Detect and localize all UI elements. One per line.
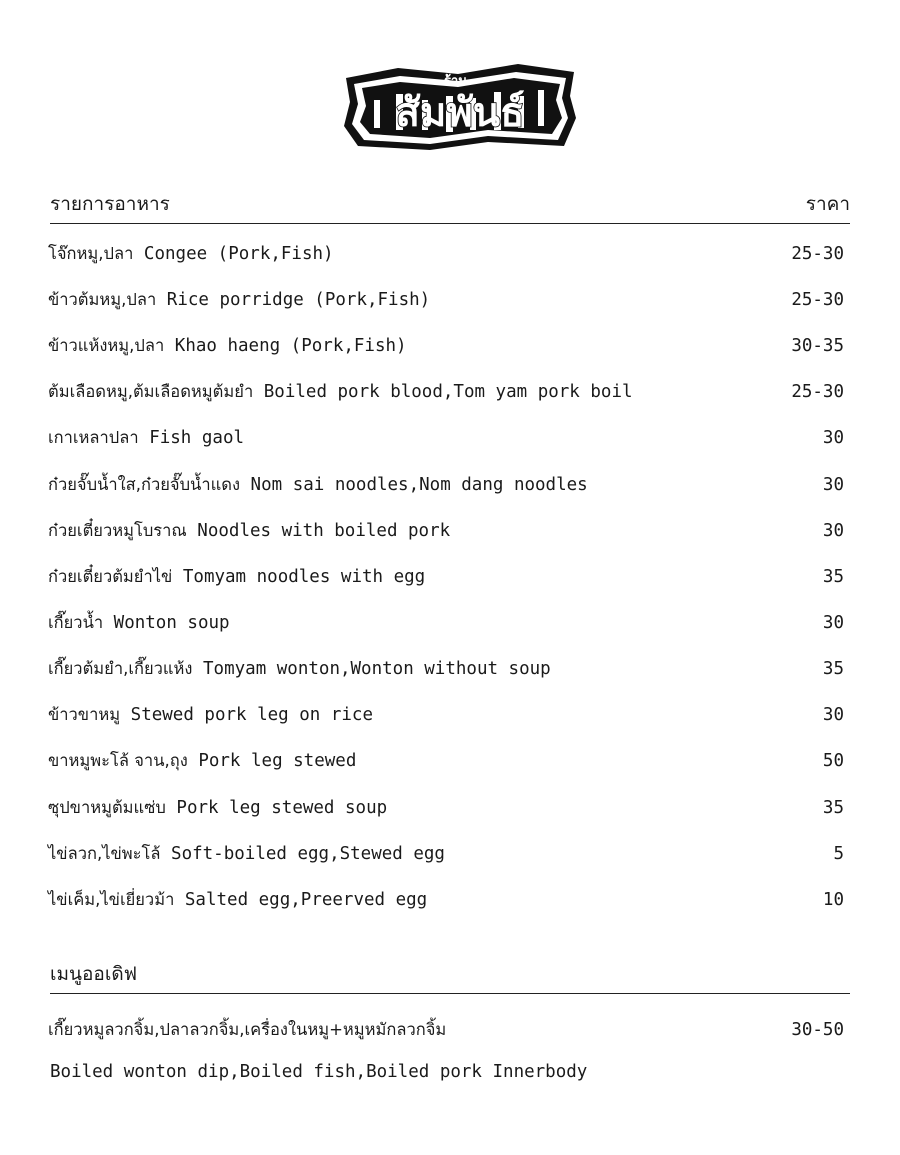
item-price: 50 bbox=[822, 751, 844, 771]
item-english-name: Tomyam wonton,Wonton without soup bbox=[203, 659, 551, 679]
item-english-name: Congee (Pork,Fish) bbox=[143, 244, 334, 264]
menu-item bbox=[48, 746, 844, 776]
menu-title: รายการอาหาร bbox=[50, 193, 170, 215]
orderve-thai-name: เกี๊ยวหมูลวกจิ้ม,ปลาลวกจิ้ม,เครื่องในหมู+หมูหมักลวกจิ้ม bbox=[48, 1020, 447, 1039]
item-english-name: Fish gaol bbox=[149, 428, 245, 448]
menu-item bbox=[48, 285, 844, 315]
item-price: 25-30 bbox=[791, 290, 844, 310]
item-thai-name: เกาเหลาปลา bbox=[48, 428, 139, 447]
item-price: 35 bbox=[822, 798, 844, 818]
item-price: 30 bbox=[822, 705, 844, 725]
logo-main-text: สัมพันธ์ bbox=[395, 90, 525, 136]
orderve-menu-header bbox=[50, 963, 850, 994]
item-english-name: Pork leg stewed bbox=[198, 751, 357, 771]
item-thai-name: โจ๊กหมู,ปลา bbox=[48, 244, 134, 263]
orderve-title: เมนูออเดิฟ bbox=[50, 963, 138, 985]
item-price: 25-30 bbox=[791, 382, 844, 402]
item-price: 5 bbox=[833, 844, 844, 864]
item-english-name: Tomyam noodles with egg bbox=[182, 567, 426, 587]
menu-item bbox=[48, 377, 844, 407]
menu-item bbox=[48, 562, 844, 592]
item-thai-name: ขาหมูพะโล้ จาน,ถุง bbox=[48, 751, 188, 770]
item-thai-name: ข้าวแห้งหมู,ปลา bbox=[48, 336, 165, 355]
item-thai-name: ก๋วยจั๊บน้ำใส,ก๋วยจั๊บน้ำแดง bbox=[48, 475, 240, 494]
item-english-name: Noodles with boiled pork bbox=[197, 521, 451, 541]
item-price: 30-35 bbox=[791, 336, 844, 356]
menu-item bbox=[48, 331, 844, 361]
item-price: 35 bbox=[822, 567, 844, 587]
menu-item bbox=[48, 516, 844, 546]
item-english-name: Boiled pork blood,Tom yam pork boil bbox=[263, 382, 633, 402]
item-thai-name: ก๋วยเตี๋ยวหมูโบราณ bbox=[48, 521, 187, 540]
orderve-item bbox=[48, 1015, 844, 1045]
item-thai-name: ไข่เค็ม,ไข่เยี่ยวม้า bbox=[48, 890, 175, 909]
orderve-price: 30-50 bbox=[791, 1020, 844, 1040]
item-english-name: Soft-boiled egg,Stewed egg bbox=[171, 844, 445, 864]
logo-small-text: ร้าน bbox=[444, 74, 468, 89]
orderve-english-name: Boiled wonton dip,Boiled fish,Boiled pork Innerbody bbox=[50, 1062, 588, 1082]
menu-item bbox=[48, 793, 844, 823]
price-header: ราคา bbox=[805, 193, 850, 215]
main-menu-header bbox=[50, 193, 850, 224]
item-english-name: Nom sai noodles,Nom dang noodles bbox=[250, 475, 588, 495]
item-thai-name: ต้มเลือดหมู,ต้มเลือดหมูต้มยำ bbox=[48, 382, 254, 401]
item-price: 30 bbox=[822, 521, 844, 541]
item-english-name: Pork leg stewed soup bbox=[176, 798, 388, 818]
restaurant-logo bbox=[338, 56, 582, 156]
item-thai-name: ข้าวขาหมู bbox=[48, 705, 121, 724]
item-thai-name: ก๋วยเตี๋ยวต้มยำไข่ bbox=[48, 567, 173, 586]
item-thai-name: ซุปขาหมูต้มแซ่บ bbox=[48, 798, 166, 817]
item-price: 35 bbox=[822, 659, 844, 679]
item-price: 30 bbox=[822, 613, 844, 633]
item-price: 30 bbox=[822, 428, 844, 448]
item-english-name: Khao haeng (Pork,Fish) bbox=[174, 336, 407, 356]
menu-item bbox=[48, 839, 844, 869]
menu-item bbox=[48, 239, 844, 269]
menu-item bbox=[48, 700, 844, 730]
menu-item bbox=[48, 608, 844, 638]
menu-item bbox=[48, 423, 844, 453]
menu-item bbox=[48, 654, 844, 684]
item-english-name: Wonton soup bbox=[113, 613, 230, 633]
item-english-name: Stewed pork leg on rice bbox=[130, 705, 373, 725]
menu-item bbox=[48, 885, 844, 915]
item-thai-name: เกี๊ยวน้ำ bbox=[48, 613, 104, 632]
menu-item bbox=[48, 470, 844, 500]
item-thai-name: ไข่ลวก,ไข่พะโล้ bbox=[48, 844, 161, 863]
item-price: 30 bbox=[822, 475, 844, 495]
item-thai-name: เกี๊ยวต้มยำ,เกี๊ยวแห้ง bbox=[48, 659, 193, 678]
item-english-name: Salted egg,Preerved egg bbox=[184, 890, 428, 910]
item-price: 25-30 bbox=[791, 244, 844, 264]
item-english-name: Rice porridge (Pork,Fish) bbox=[166, 290, 431, 310]
item-price: 10 bbox=[822, 890, 844, 910]
item-thai-name: ข้าวต้มหมู,ปลา bbox=[48, 290, 157, 309]
